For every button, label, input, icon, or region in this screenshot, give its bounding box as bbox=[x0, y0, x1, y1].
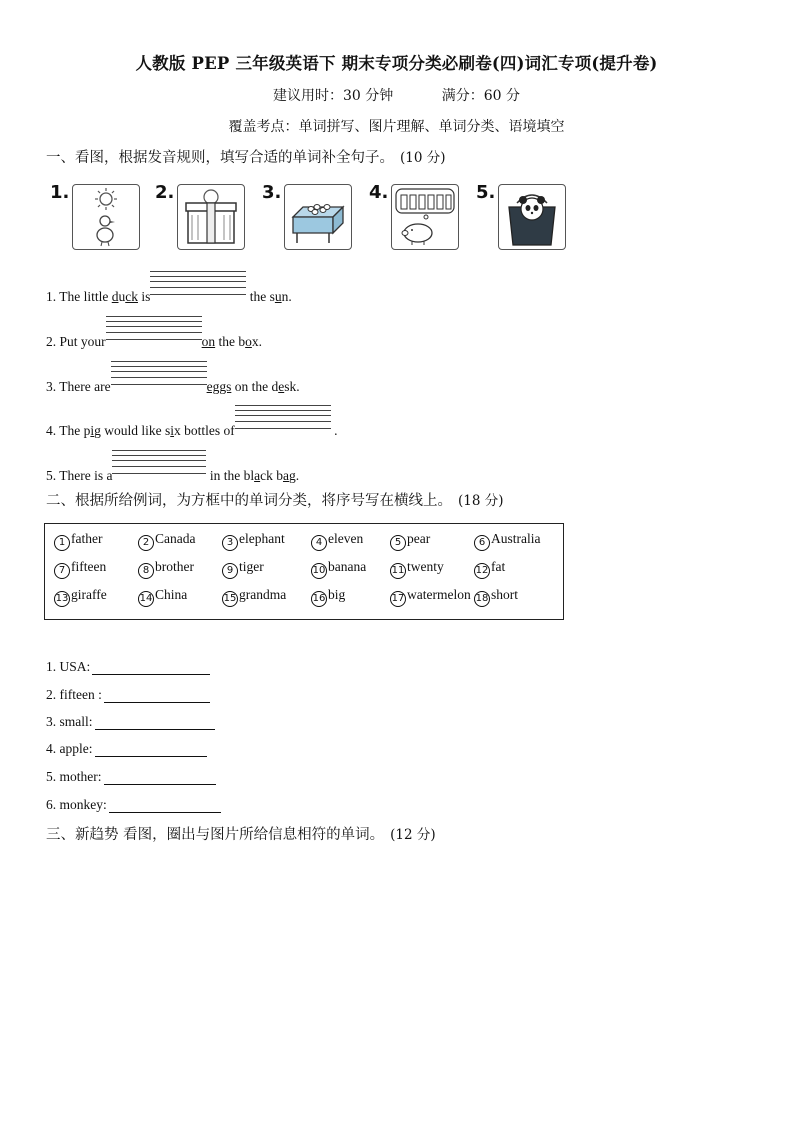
word-bank-item bbox=[474, 559, 505, 579]
word-bank-item bbox=[390, 531, 430, 551]
gift-box-icon bbox=[177, 184, 245, 250]
word-bank-item bbox=[390, 559, 444, 579]
item-number: 18 bbox=[474, 591, 490, 607]
question-1: 1. The little duck is the sun. bbox=[46, 283, 292, 305]
word-bank-item bbox=[474, 587, 518, 607]
word-bank-item bbox=[474, 531, 541, 551]
item-number: 13 bbox=[54, 591, 70, 607]
item-number: 1 bbox=[54, 535, 70, 551]
picture-number: 1. bbox=[50, 182, 70, 203]
word-bank-item bbox=[54, 587, 107, 607]
word-bank-item bbox=[138, 531, 195, 551]
category-line-3: 3. small: bbox=[46, 714, 215, 730]
answer-blank[interactable] bbox=[106, 328, 202, 350]
section-2-heading: 二、根据所给例词，为方框中的单词分类，将序号写在横线上。 (18 分) bbox=[46, 493, 504, 509]
item-number: 10 bbox=[311, 563, 327, 579]
item-number: 9 bbox=[222, 563, 238, 579]
item-number: 16 bbox=[311, 591, 327, 607]
answer-blank[interactable] bbox=[235, 417, 331, 439]
answer-blank[interactable] bbox=[95, 715, 215, 730]
item-word: fat bbox=[491, 559, 506, 574]
answer-blank[interactable] bbox=[92, 660, 210, 675]
question-2: 2. Put your on the box. bbox=[46, 328, 262, 350]
word-bank-item bbox=[54, 531, 102, 551]
item-word: Canada bbox=[155, 531, 196, 546]
word-bank-item bbox=[390, 587, 471, 607]
section-1-heading: 一、看图，根据发音规则，填写合适的单词补全句子。 (10 分) bbox=[46, 150, 446, 166]
question-4: 4. The pig would like six bottles of . bbox=[46, 417, 338, 439]
coverage-note: 覆盖考点：单词拼写、图片理解、单词分类、语境填空 bbox=[228, 119, 565, 135]
word-bank-item bbox=[222, 531, 285, 551]
category-line-4: 4. apple: bbox=[46, 741, 207, 757]
category-line-5: 5. mother: bbox=[46, 769, 216, 785]
item-word: tiger bbox=[239, 559, 264, 574]
picture-number: 5. bbox=[476, 182, 496, 203]
word-bank-item bbox=[54, 559, 106, 579]
answer-blank[interactable] bbox=[150, 283, 246, 305]
word-bank-item bbox=[311, 531, 363, 551]
item-word: pear bbox=[407, 531, 431, 546]
answer-blank[interactable] bbox=[109, 798, 221, 813]
item-word: giraffe bbox=[71, 587, 107, 602]
answer-blank[interactable] bbox=[104, 770, 216, 785]
picture-number: 4. bbox=[369, 182, 389, 203]
answer-blank[interactable] bbox=[95, 742, 207, 757]
word-bank-item bbox=[311, 587, 345, 607]
item-number: 5 bbox=[390, 535, 406, 551]
exam-meta bbox=[0, 85, 793, 105]
section-3-heading: 三、新趋势 看图，圈出与图片所给信息相符的单词。 (12 分) bbox=[46, 827, 436, 843]
item-number: 17 bbox=[390, 591, 406, 607]
category-line-1: 1. USA: bbox=[46, 659, 210, 675]
item-word: twenty bbox=[407, 559, 444, 574]
word-bank-item bbox=[222, 587, 286, 607]
answer-blank[interactable] bbox=[111, 373, 207, 395]
item-number: 14 bbox=[138, 591, 154, 607]
word-bank-item bbox=[138, 559, 194, 579]
panda-in-bag-icon bbox=[498, 184, 566, 250]
item-word: watermelon bbox=[407, 587, 471, 602]
full-score: 满分：60 分 bbox=[441, 88, 520, 104]
item-word: Australia bbox=[491, 531, 541, 546]
eggs-on-desk-icon bbox=[284, 184, 352, 250]
item-number: 2 bbox=[138, 535, 154, 551]
category-line-2: 2. fifteen : bbox=[46, 687, 210, 703]
question-5: 5. There is a in the black bag. bbox=[46, 462, 299, 484]
picture-number: 3. bbox=[262, 182, 282, 203]
item-number: 8 bbox=[138, 563, 154, 579]
item-number: 6 bbox=[474, 535, 490, 551]
sun-and-duck-icon bbox=[72, 184, 140, 250]
word-bank-box bbox=[44, 523, 564, 620]
item-number: 3 bbox=[222, 535, 238, 551]
item-number: 7 bbox=[54, 563, 70, 579]
item-number: 12 bbox=[474, 563, 490, 579]
word-bank-item bbox=[138, 587, 187, 607]
item-number: 11 bbox=[390, 563, 406, 579]
page-title: 人教版 PEP 三年级英语下 期末专项分类必刷卷(四)词汇专项(提升卷) bbox=[135, 54, 658, 73]
item-word: elephant bbox=[239, 531, 285, 546]
item-word: fifteen bbox=[71, 559, 107, 574]
picture-number: 2. bbox=[155, 182, 175, 203]
pig-and-bottles-icon bbox=[391, 184, 459, 250]
item-word: grandma bbox=[239, 587, 287, 602]
item-number: 4 bbox=[311, 535, 327, 551]
time-limit: 建议用时：30 分钟 bbox=[273, 88, 394, 104]
item-word: brother bbox=[155, 559, 194, 574]
answer-blank[interactable] bbox=[112, 462, 206, 484]
item-word: father bbox=[71, 531, 103, 546]
item-word: banana bbox=[328, 559, 367, 574]
word-bank-item bbox=[311, 559, 366, 579]
item-number: 15 bbox=[222, 591, 238, 607]
category-line-6: 6. monkey: bbox=[46, 797, 221, 813]
item-word: big bbox=[328, 587, 346, 602]
question-3: 3. There are eggs on the desk. bbox=[46, 373, 300, 395]
answer-blank[interactable] bbox=[104, 688, 210, 703]
word-bank-item bbox=[222, 559, 264, 579]
item-word: eleven bbox=[328, 531, 364, 546]
item-word: China bbox=[155, 587, 188, 602]
item-word: short bbox=[491, 587, 518, 602]
